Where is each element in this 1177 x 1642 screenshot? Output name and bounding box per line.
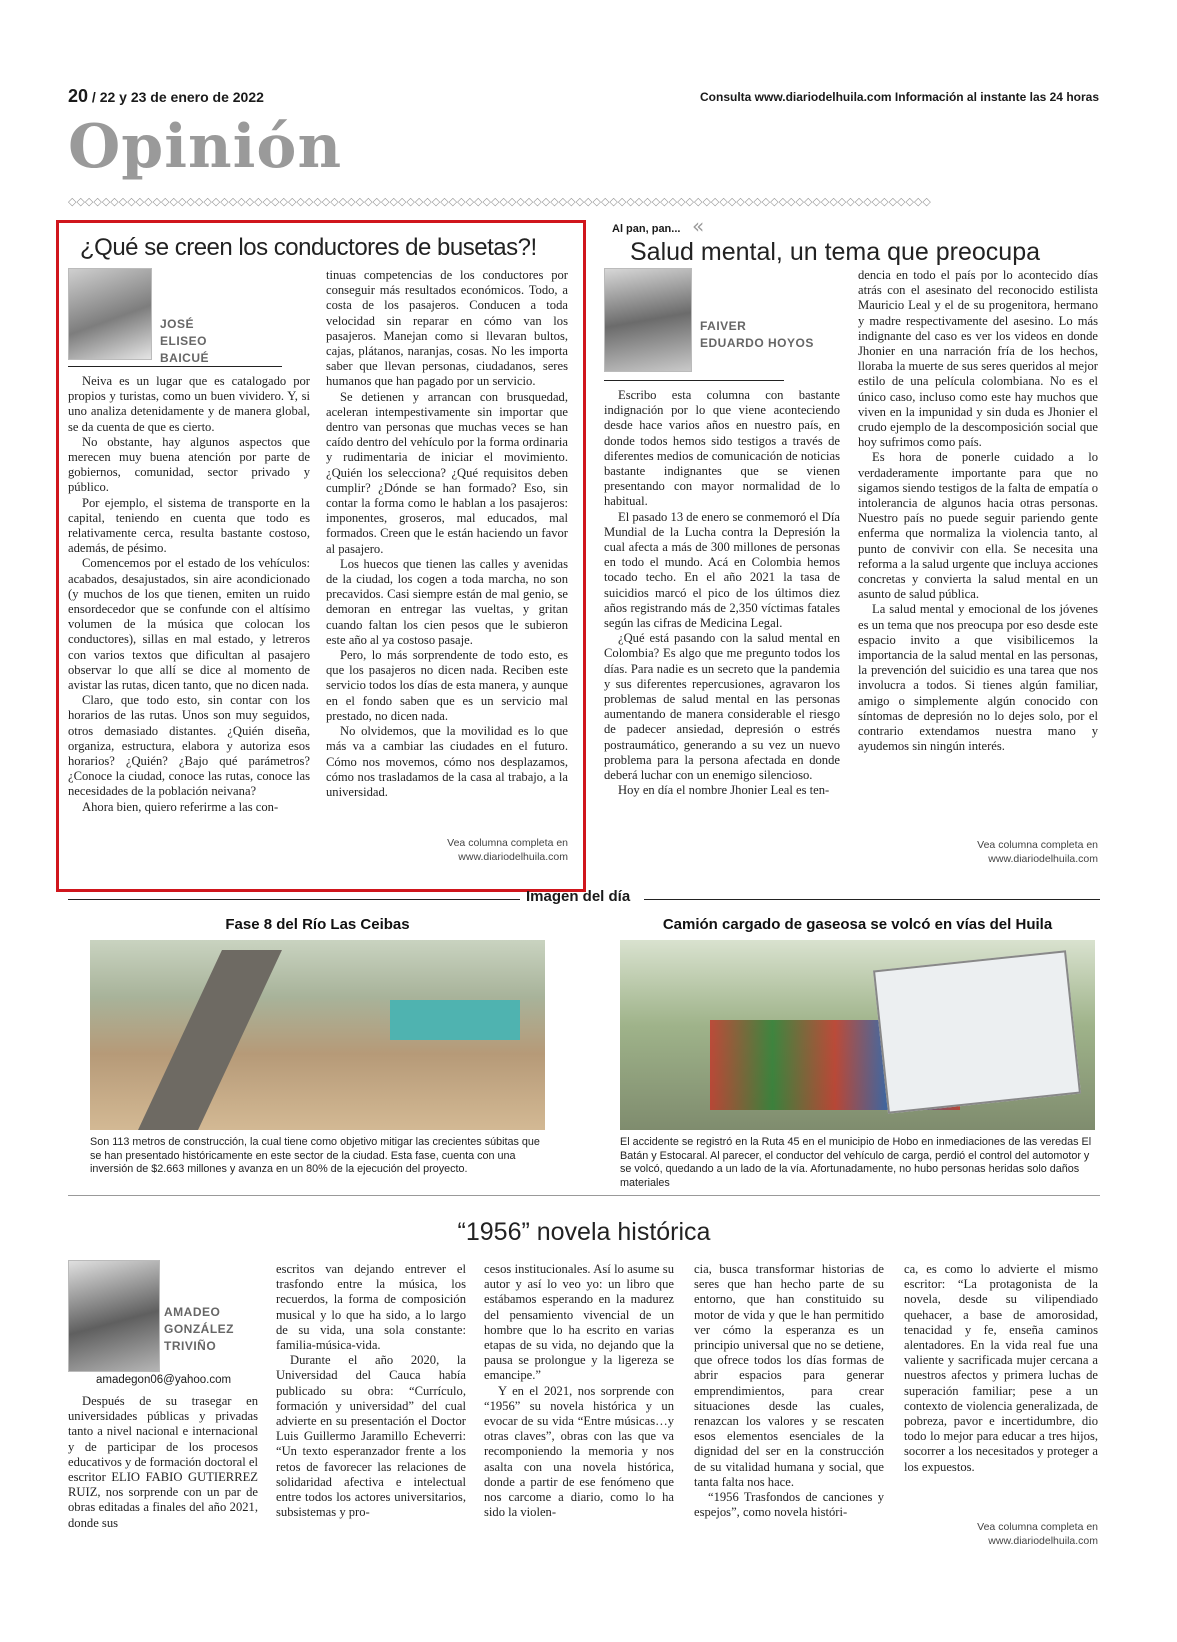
author-photo-amadeo: [68, 1260, 160, 1372]
caption-left: Son 113 metros de construcción, la cual tiene como objetivo mitigar las crecientes súbitas que se han presentado históricamente en este sector de la ciudad. Esta fase, cuenta con una inversión de $2.663 millones y avanza en un 80% de la ejecución del proyecto.: [90, 1136, 540, 1175]
paragraph: Pero, lo más sorprendente de todo esto, es que los pasajeros no dicen nada. Reciben este servicio todos los días de esta manera, y aunque en el fondo saben que es un servicio mal prestado, no dicen nada.: [326, 648, 568, 723]
article1-column-1: [68, 374, 310, 860]
page-number: 20: [68, 86, 89, 106]
paragraph: tinuas competencias de los conductores por conseguir más resultados económicos. Todo, a costa de los pasajeros. Conducen a toda velocidad sin reparar en cómo van los pasajeros. Manejan como si llevaran bultos, cajas, plátanos, naranjas, cosas. No les importa saber que llevan personas, ciudadanos, seres humanos que han pagado por un servicio.: [326, 268, 568, 389]
paragraph: No obstante, hay algunos aspectos que merecen muy buena atención por parte de gobiernos, comunidad, sector privado y público.: [68, 434, 310, 495]
section-rule-left: [68, 899, 520, 900]
imagen-del-dia-label: Imagen del día: [526, 888, 631, 905]
paragraph: “1956 Trasfondos de canciones y espejos”, como novela históri-: [694, 1490, 884, 1520]
paragraph: Hoy en día el nombre Jhonier Leal es ten-: [618, 783, 830, 798]
page-header-left: [68, 86, 264, 107]
author-line: ELISEO: [160, 334, 208, 348]
author-photo-jose-eliseo: [68, 268, 152, 360]
overturned-truck: [873, 950, 1081, 1113]
paragraph: cia, busca transformar historias de seres que han hecho parte de su entorno, que han constituido su motor de vida y que le han permitido ver cómo la esperanza es un principio universal que no se detiene, que ofrece todos los días formas de abrir espacios para generar emprendimientos, para crear situaciones desde las cuales, renazcan los valores y se rescaten esos elementos esenciales de la dignidad del ser en la construcción de su vitalidad humana y social, que tanta falta nos hace.: [694, 1262, 884, 1489]
paragraph: ¿Qué está pasando con la salud mental en Colombia? Es algo que me pregunto todos los días. Para nadie es un secreto que la pandemia y sus diferentes repercusiones, agravaron los problemas de salud mental en las personas aumentando de manera considerable el riesgo de padecer ansiedad, depresión o estrés postraumático, generando a su vez un nuevo problema para la persona afectada en donde deberá luchar con un enemigo silencioso.: [604, 631, 840, 783]
header-separator: /: [91, 89, 96, 105]
article2-column-2: [858, 268, 1098, 838]
article3-column-1: [68, 1394, 258, 1554]
read-more-label: Vea columna completa en: [977, 839, 1098, 851]
paragraph: Es hora de ponerle cuidado a lo verdaderamente importante para que no sigamos siendo testigos de la falta de empatía o intolerancia de algunos hacia otras personas. Nuestro país no puede seguir pariendo gente enferma que normaliza la violencia tanto, al punto de convivir con ella. Se necesita una reforma a la salud urgente que incluya acciones concretas y convierta la salud mental en un asunto de salud pública.: [858, 450, 1098, 602]
paragraph: dencia en todo el país por lo acontecido días atrás con el asesinato del reconocido estilista Mauricio Leal y el de su progenitora, hermano y madre respectivamente del asesino. Lo más indignante del caso es ver los videos en donde Jhonier en una narración fría de los hechos, lloraba la muerte de sus seres queridos al mejor estilo de una película colombiana. No es el único caso, incluso como este hay muchos que viven en la impunidad y sin duda es Jhonier el crudo ejemplo de la descomposición social que hoy sufrimos como país.: [858, 268, 1098, 450]
author-name-amadeo: [164, 1304, 234, 1355]
double-chevron-left-icon: «: [692, 214, 705, 238]
column-kicker: Al pan, pan...: [612, 223, 681, 235]
author-email[interactable]: amadegon06@yahoo.com: [96, 1374, 232, 1386]
paragraph: No olvidemos, que la movilidad es lo que más va a cambiar las ciudades en el futuro. Cómo nos movemos, cómo nos desplazamos, cómo nos trasladamos de la casa al trabajo, a la universidad.: [326, 724, 568, 799]
image-title-left: Fase 8 del Río Las Ceibas: [225, 916, 410, 933]
paragraph: Se detienen y arrancan con brusquedad, aceleran intempestivamente sin importar que dentro van personas que muchas veces se han caído dentro del vehículo por la forma ordinaria y rudimentaria de iniciar el movimiento. ¿Quién los selecciona? ¿Qué requisitos deben cumplir? ¿Dónde se han formado? Eso, sin contar la forma como le hablan a los pasajeros: imponentes, groseros, mal educados, mal formados. Creen que le están haciendo un favor al pasajero.: [326, 389, 568, 556]
read-more-label: Vea columna completa en: [447, 837, 568, 849]
author-name-faiver: [700, 318, 814, 352]
author-photo-faiver: [604, 268, 692, 372]
author-line: TRIVIÑO: [164, 1339, 217, 1353]
paragraph: Después de su trasegar en universidades públicas y privadas tanto a nivel nacional e internacional y de participar de los procesos educativos y de formación doctoral el escritor ELIO FABIO GUTIERREZ RUIZ, nos sorprende con un par de obras editadas a finales del año 2021, donde sus: [68, 1394, 258, 1530]
article-title-1956: “1956” novela histórica: [457, 1218, 711, 1246]
paragraph: Claro, que todo esto, sin contar con los horarios de las rutas. Unos son muy seguidos, otros demasiado distantes. ¿Quién diseña, organiza, estructura, elabora y autoriza esos horarios? ¿Quién? ¿Bajo qué parámetros? ¿Conoce la ciudad, conoce las rutas, conoce las necesidades de la población neivana?: [68, 693, 310, 799]
article3-column-3: [484, 1262, 674, 1557]
read-more-article2[interactable]: [858, 838, 1098, 866]
article1-column-2: [326, 268, 568, 828]
read-more-url[interactable]: www.diariodelhuila.com: [988, 1535, 1098, 1547]
paragraph: Ahora bien, quiero referirme a las con-: [82, 799, 279, 814]
section-divider: [68, 1195, 1100, 1196]
paragraph: Los huecos que tienen las calles y avenidas de la ciudad, los cogen a toda marcha, no son precavidos. Casi siempre están de mal genio, se demoran en entregar las vueltas, y gritan cuando faltan los cien pesos que le subieron este año al ya costoso pasaje.: [326, 556, 568, 647]
paragraph: cesos institucionales. Así lo asume su autor y así lo veo yo: un libro que estábamos esperando en la madurez del pensamiento vivencial de un hombre que lo ha escrito en varias etapas de su vida, no dejando que la pausa se prolongue y la ligereza se emancipe.”: [484, 1262, 674, 1383]
paragraph: El pasado 13 de enero se conmemoró el Día Mundial de la Lucha contra la Depresión la cual afecta a más de 300 millones de personas en todo el mundo. Acá en Colombia hemos tocado techo. En el año 2021 la tasa de suicidios marcó el pico de los últimos diez años registrando más de 2,350 víctimas fatales según las cifras de Medicina Legal.: [604, 509, 840, 631]
blue-fence: [390, 1000, 520, 1040]
article-title-busetas: ¿Qué se creen los conductores de busetas?!: [80, 234, 537, 261]
image-title-right: Camión cargado de gaseosa se volcó en vías del Huila: [662, 916, 1053, 933]
paragraph: Durante el año 2020, la Universidad del Cauca había publicado su obra: “Currículo, formación y universidad” del cual advierte en su presentación el Doctor Luis Guillermo Jaramillo Echeverri: “Un texto esperanzador frente a los retos de favorecer las relaciones de solidaridad afectiva e intelectual entre todos los actores universitarios, subsistemas y pro-: [276, 1353, 466, 1520]
read-more-article3[interactable]: [904, 1520, 1098, 1548]
author-line: AMADEO: [164, 1305, 221, 1319]
paragraph: Y en el 2021, nos sorprende con “1956” su novela histórica y un evocar de su vida “Entre músicas…y otras claves”, obras con las que va recomponiendo la memoria y nos asalta con una novela histórica, donde a partir de ese fenómeno que nos carcome a diario, como lo ha sido la violen-: [484, 1383, 674, 1520]
read-more-article1[interactable]: [326, 836, 568, 864]
header-site-info: Consulta www.diariodelhuila.com Información al instante las 24 horas: [700, 90, 1099, 104]
paragraph: Comencemos por el estado de los vehículos: acabados, desajustados, sin aire acondicionado (y muchos de los que tienen, emiten un ruido ensordecedor que se confunde con el altísimo volumen de la música que colocan los conductores), sillas en mal estado, y letreros con varios textos que dificultan al pasajero observar lo que allí se dice al momento de avistar las rutas, dicen tanto, que no dicen nada.: [68, 556, 310, 693]
author-rule: [604, 380, 784, 381]
paragraph: ca, es como lo advierte el mismo escritor: “La protagonista de la novela, desde su vilipendiado quehacer, a base de amorosidad, tenacidad y fe, enseña caminos alentadores. En la vida real fue una valiente y sacrificada mujer cercana a nuestros afectos y primera luchas de superación familiar; pese a un contexto de violencia generalizada, de pobreza, pavor e incertidumbre, dio todo lo mejor para educar a tres hijos, socorrer a los necesitados y proteger a los expuestos.: [904, 1262, 1098, 1474]
article3-column-4: [694, 1262, 884, 1557]
author-line: EDUARDO HOYOS: [700, 336, 814, 350]
retaining-wall: [138, 950, 282, 1130]
ornamental-divider: ◇◇◇◇◇◇◇◇◇◇◇◇◇◇◇◇◇◇◇◇◇◇◇◇◇◇◇◇◇◇◇◇◇◇◇◇◇◇◇◇◇◇◇◇◇◇◇◇◇◇◇◇◇◇◇◇◇◇◇◇◇◇◇◇◇◇◇◇◇◇◇◇◇◇◇◇◇◇◇◇◇◇◇◇◇◇◇◇◇◇◇◇◇◇◇◇◇◇◇◇◇◇: [68, 196, 931, 208]
read-more-label: Vea columna completa en: [977, 1521, 1098, 1533]
section-rule-right: [644, 899, 1100, 900]
paragraph: Neiva es un lugar que es catalogado por propios y turistas, como un buen vividero. Y, si uno analiza detenidamente y de manera global, se da cuenta de que es cierto.: [68, 374, 310, 434]
article2-column-1: [604, 388, 840, 860]
paragraph: La salud mental y emocional de los jóvenes es un tema que nos preocupa por eso desde este espacio invito a que visibilicemos la importancia de la salud mental en las personas, la prevención del suicidio es una tarea que nos involucra a todos. Si tienes algún familiar, amigo o simplemente algún conocido con síntomas de depresión no lo dejes solo, por el contrario extendamos nuestra mano y ayudemos sin ningún interés.: [858, 602, 1098, 754]
article-title-salud-mental: Salud mental, un tema que preocupa: [630, 238, 1040, 266]
photo-rio-las-ceibas: [90, 940, 545, 1130]
issue-date: 22 y 23 de enero de 2022: [99, 89, 264, 105]
section-title: Opinión: [68, 112, 343, 182]
paragraph: Escribo esta columna con bastante indignación por lo que viene aconteciendo desde hace varios años en nuestro país, en donde todos hemos sido testigos a través de diferentes medios de comunicación de noticias bastante indignantes que se vienen presentando con mayor normalidad de lo habitual.: [604, 388, 840, 509]
author-line: FAIVER: [700, 319, 747, 333]
paragraph: Por ejemplo, el sistema de transporte en la capital, teniendo en cuenta que todo es relativamente cerca, resulta bastante costoso, además, de pésimo.: [68, 495, 310, 556]
photo-camion-volcado: [620, 940, 1095, 1130]
article3-column-5: [904, 1262, 1098, 1514]
author-name-jose: [160, 316, 209, 367]
author-line: BAICUÉ: [160, 351, 210, 365]
author-line: GONZÁLEZ: [164, 1322, 234, 1336]
paragraph: escritos van dejando entrever el trasfondo entre la música, los recuerdos, la forma de composición musical y lo que ha sido, a lo largo de su vida, una sola constante: familia-música-vida.: [276, 1262, 466, 1353]
caption-right: El accidente se registró en la Ruta 45 en el municipio de Hobo en inmediaciones de las veredas El Batán y Estocaral. Al parecer, el conductor del vehículo de carga, perdió el control del automotor y se volcó, quedando a un lado de la vía. Afortunadamente, no hubo personas heridas solo daños materiales: [620, 1136, 1092, 1189]
author-rule: [68, 366, 282, 367]
read-more-url[interactable]: www.diariodelhuila.com: [988, 853, 1098, 865]
read-more-url[interactable]: www.diariodelhuila.com: [458, 851, 568, 863]
article3-column-2: [276, 1262, 466, 1557]
author-line: JOSÉ: [160, 317, 195, 331]
